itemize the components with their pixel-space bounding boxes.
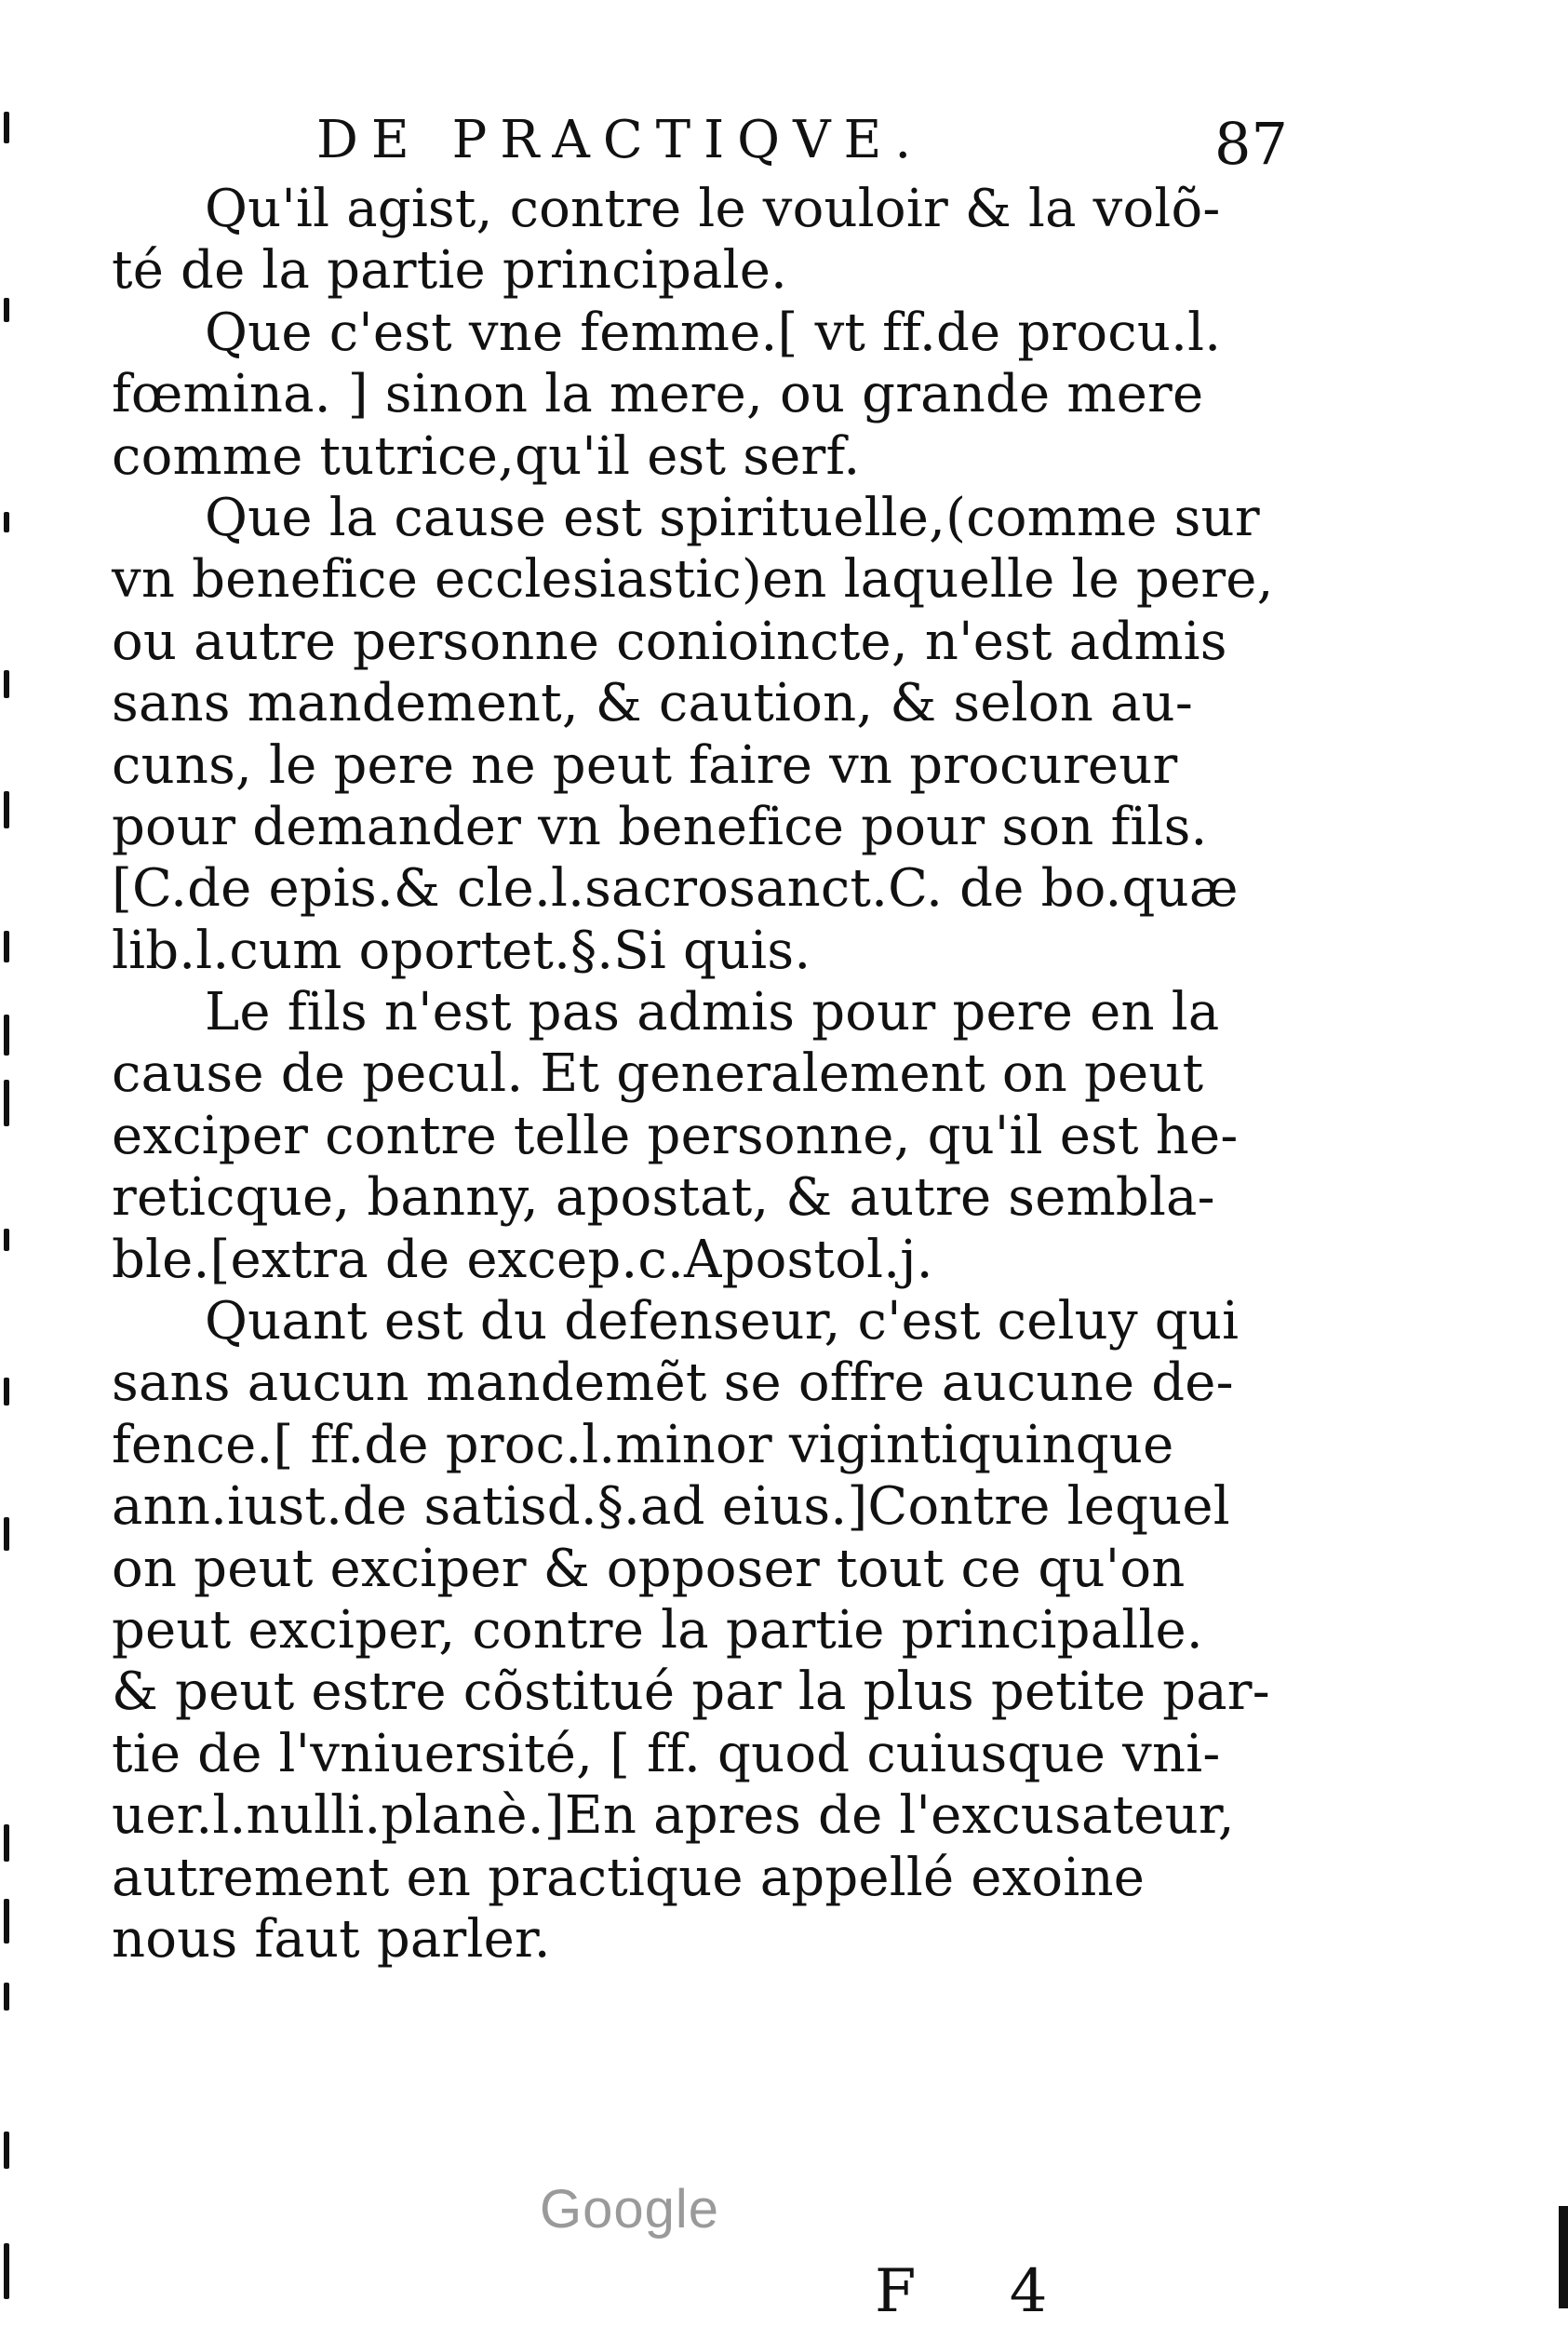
- binding-edge-marks: [0, 0, 20, 2327]
- running-head: DE PRACTIQVE.: [316, 110, 925, 170]
- google-watermark: Google: [540, 2179, 720, 2240]
- text-line: ble.[extra de excep.c.Apostol.j.: [112, 1229, 933, 1290]
- page-number: 87: [1214, 110, 1288, 178]
- right-edge-mark: [1559, 2206, 1568, 2308]
- text-line: peut exciper, contre la partie principalle.: [112, 1599, 1203, 1661]
- text-line: tie de l'vniuersité, [ ff. quod cuiusque vni-: [112, 1723, 1221, 1784]
- text-line: té de la partie principale.: [112, 240, 788, 302]
- text-line: Quant est du defenseur, c'est celuy qui: [205, 1291, 1240, 1352]
- text-line: fœmina. ] sinon la mere, ou grande mere: [112, 364, 1204, 425]
- text-line: cuns, le pere ne peut faire vn procureur: [112, 734, 1178, 796]
- text-line: fence.[ ff.de proc.l.minor vigintiquinque: [112, 1414, 1174, 1475]
- text-line: on peut exciper & opposer tout ce qu'on: [112, 1538, 1186, 1599]
- text-line: exciper contre telle personne, qu'il est he-: [112, 1105, 1239, 1166]
- text-line: cause de pecul. Et generalement on peut: [112, 1043, 1204, 1105]
- body-text: [112, 179, 1298, 1971]
- text-line: ann.iust.de satisd.§.ad eius.]Contre lequel: [112, 1476, 1230, 1538]
- text-line: Que la cause est spirituelle,(comme sur: [205, 487, 1260, 548]
- text-line: Que c'est vne femme.[ vt ff.de procu.l.: [205, 302, 1222, 363]
- text-line: uer.l.nulli.planè.]En apres de l'excusateur,: [112, 1785, 1235, 1847]
- text-line: ou autre personne conioincte, n'est admis: [112, 611, 1227, 672]
- text-line: sans aucun mandemẽt se offre aucune de-: [112, 1352, 1234, 1414]
- text-line: sans mandement, & caution, & selon au-: [112, 673, 1193, 734]
- text-line: lib.l.cum oportet.§.Si quis.: [112, 920, 811, 981]
- text-line: comme tutrice,qu'il est serf.: [112, 425, 861, 487]
- text-line: reticque, banny, apostat, & autre sembla-: [112, 1167, 1215, 1229]
- text-line: vn benefice ecclesiastic)en laquelle le pere,: [112, 549, 1274, 611]
- text-line: pour demander vn benefice pour son fils.: [112, 796, 1208, 857]
- text-line: Qu'il agist, contre le vouloir & la volõ-: [205, 179, 1221, 239]
- text-line: nous faut parler.: [112, 1908, 551, 1970]
- text-line: [C.de epis.& cle.l.sacrosanct.C. de bo.quæ: [112, 858, 1239, 920]
- signature-mark: F 4: [875, 2257, 1085, 2326]
- text-line: Le fils n'est pas admis pour pere en la: [205, 982, 1220, 1043]
- text-line: & peut estre cõstitué par la plus petite par-: [112, 1661, 1270, 1723]
- text-line: autrement en practique appellé exoine: [112, 1847, 1146, 1908]
